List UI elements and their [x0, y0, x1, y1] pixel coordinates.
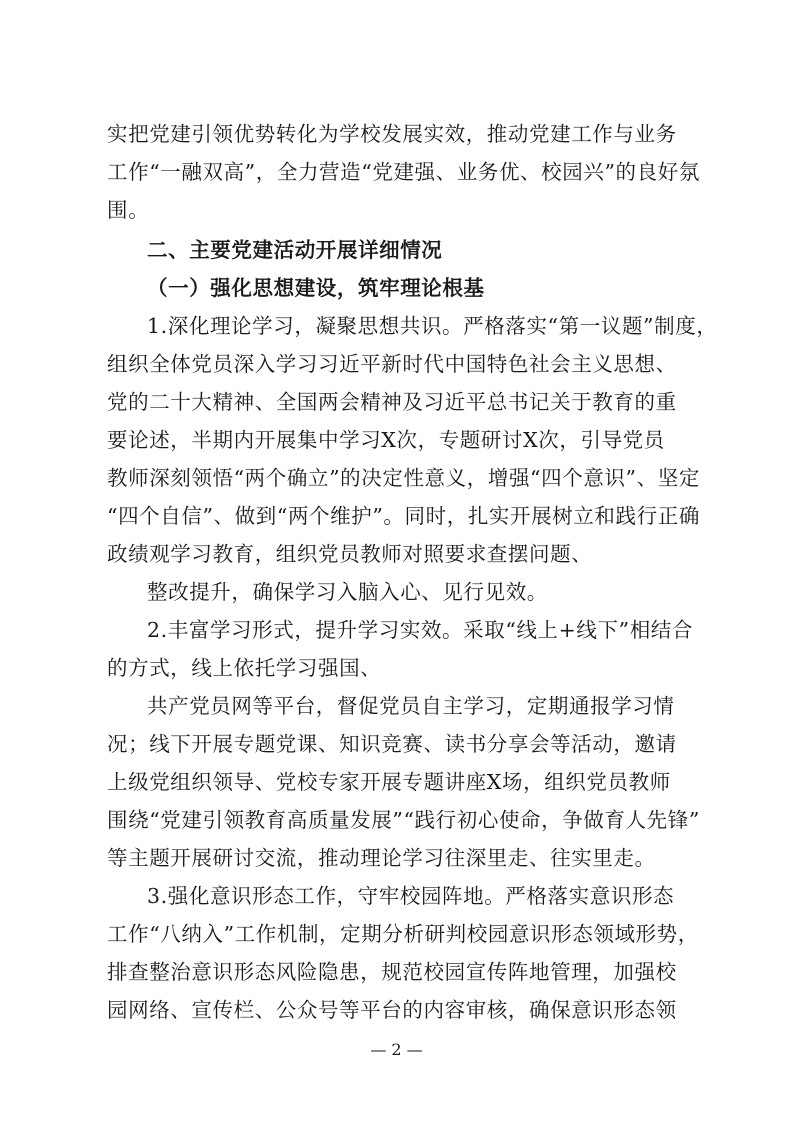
body-line: 围绕“党建引领教育高质量发展”“践行初心使命，争做育人先锋”	[107, 808, 700, 832]
body-line: 共产党员网等平台，督促党员自主学习，定期通报学习情	[147, 694, 675, 718]
body-line: 组织全体党员深入学习习近平新时代中国特色社会主义思想、	[107, 352, 677, 376]
page-number: — 2 —	[370, 1040, 423, 1059]
body-line: 工作“八纳入”工作机制，定期分析研判校园意识形态领域形势，	[107, 922, 699, 946]
body-line: 要论述，半期内开展集中学习X次，专题研讨X次，引导党员	[107, 428, 665, 452]
section-heading: 二、主要党建活动开展详细情况	[147, 238, 443, 262]
body-line: “四个自信”、做到“两个维护”。同时，扎实开展树立和践行正确	[107, 504, 700, 528]
body-line: 实把党建引领优势转化为学校发展实效，推动党建工作与业务	[107, 122, 677, 146]
body-line: 2.丰富学习形式，提升学习实效。采取“线上+线下”相结合	[147, 618, 693, 642]
body-line: 围。	[107, 198, 150, 222]
body-line: 政绩观学习教育，组织党员教师对照要求查摆问题、	[107, 542, 593, 566]
body-line: 排查整治意识形态风险隐患，规范校园宣传阵地管理，加强校	[107, 960, 677, 984]
body-line: 1.深化理论学习，凝聚思想共识。严格落实“第一议题”制度，	[147, 314, 718, 338]
body-line: 教师深刻领悟“两个确立”的决定性意义，增强“四个意识”、坚定	[107, 466, 700, 490]
body-line: 的方式，线上依托学习强国、	[107, 656, 382, 680]
body-line: 园网络、宣传栏、公众号等平台的内容审核，确保意识形态领	[107, 998, 677, 1022]
body-line: 党的二十大精神、全国两会精神及习近平总书记关于教育的重	[107, 390, 677, 414]
subsection-heading: （一）强化思想建设，筑牢理论根基	[147, 276, 485, 300]
body-line: 3.强化意识形态工作，守牢校园阵地。严格落实意识形态	[147, 884, 675, 908]
body-line: 工作“一融双高”，全力营造“党建强、业务优、校园兴”的良好氛	[107, 160, 700, 184]
body-line: 况；线下开展专题党课、知识竞赛、读书分享会等活动，邀请	[107, 732, 677, 756]
body-line: 整改提升，确保学习入脑入心、见行见效。	[147, 580, 548, 604]
body-line: 等主题开展研讨交流，推动理论学习往深里走、往实里走。	[107, 846, 656, 870]
body-line: 上级党组织领导、党校专家开展专题讲座X场，组织党员教师	[107, 770, 671, 794]
